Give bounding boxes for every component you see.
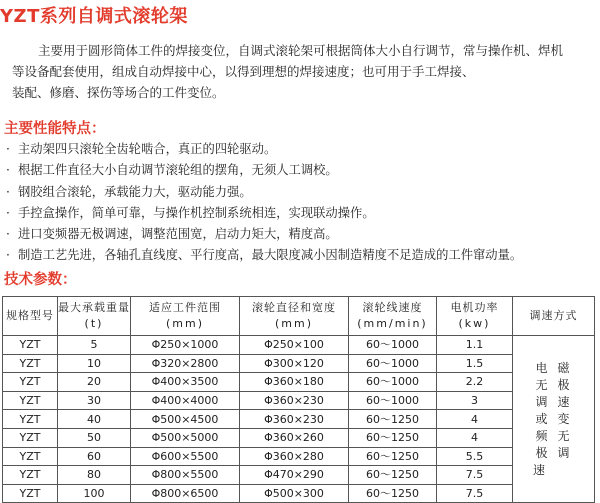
header-load-unit: (t)	[84, 317, 104, 330]
header-wheel-label: 滚轮直径和宽度	[252, 301, 336, 314]
features-heading: 主要性能特点：	[4, 121, 106, 137]
feature-text: 根据工件直径大小自动调节滚轮组的摆角，无须人工调校。	[18, 163, 338, 178]
cell-model: YZT	[3, 447, 58, 466]
feature-text: 主动架四只滚轮全齿轮啮合，真正的四轮驱动。	[18, 142, 277, 156]
cell-range: Φ250×1000	[131, 336, 240, 355]
cell-power: 1.5	[437, 354, 513, 373]
mode-line: 调速	[535, 394, 580, 409]
cell-range: Φ500×4500	[131, 410, 240, 429]
cell-model: YZT	[3, 466, 58, 485]
header-speed	[349, 297, 437, 336]
cell-speed: 60～1000	[349, 336, 437, 355]
cell-model: YZT	[3, 484, 58, 503]
header-power-unit: (kw)	[458, 317, 491, 330]
cell-range: Φ800×5500	[131, 466, 240, 485]
cell-mode	[513, 336, 595, 503]
cell-load: 20	[58, 373, 131, 392]
header-power-label: 电机功率	[450, 301, 499, 314]
cell-model: YZT	[3, 373, 58, 392]
header-wheel-unit: (mm)	[274, 317, 313, 330]
cell-wheel: Φ360×230	[240, 410, 349, 429]
cell-power: 1.1	[437, 336, 513, 355]
cell-power: 7.5	[437, 466, 513, 485]
cell-load: 30	[58, 391, 131, 410]
bullet-icon: ·	[6, 184, 10, 199]
cell-wheel: Φ360×280	[240, 447, 349, 466]
specs-heading: 技术参数：	[4, 272, 77, 288]
cell-load: 50	[58, 428, 131, 447]
cell-wheel: Φ360×230	[240, 391, 349, 410]
cell-range: Φ320×2800	[131, 354, 240, 373]
mode-line: 速	[533, 462, 546, 477]
feature-item	[6, 224, 600, 245]
cell-power: 4	[437, 428, 513, 447]
cell-speed: 60～1250	[349, 484, 437, 503]
intro-line: 主要用于圆形筒体工件的焊接变位，自调式滚轮架可根据筒体大小自行调节，常与操作机、焊机	[38, 43, 564, 58]
table-row	[3, 484, 595, 503]
table-row	[3, 336, 595, 355]
cell-load: 40	[58, 410, 131, 429]
cell-wheel: Φ500×300	[240, 484, 349, 503]
cell-load: 80	[58, 466, 131, 485]
cell-power: 4	[437, 410, 513, 429]
header-mode-label: 调速方式	[529, 309, 578, 322]
cell-load: 5	[58, 336, 131, 355]
table-row	[3, 373, 595, 392]
cell-range: Φ600×5500	[131, 447, 240, 466]
cell-speed: 60～1000	[349, 373, 437, 392]
feature-text: 手控盒操作，简单可靠，与操作机控制系统相连，实现联动操作。	[18, 205, 375, 220]
intro-paragraph	[12, 40, 600, 103]
cell-power: 7.5	[437, 484, 513, 503]
header-load	[58, 297, 131, 336]
mode-line: 极调	[535, 445, 580, 460]
header-model	[3, 297, 58, 336]
intro-line: 装配、修磨、探伤等场合的工件变位。	[12, 85, 225, 100]
cell-power: 5.5	[437, 447, 513, 466]
features-list	[6, 139, 600, 267]
cell-speed: 60～1000	[349, 354, 437, 373]
table-row	[3, 354, 595, 373]
cell-range: Φ500×5000	[131, 428, 240, 447]
cell-speed: 60～1250	[349, 447, 437, 466]
cell-range: Φ400×3500	[131, 373, 240, 392]
cell-model: YZT	[3, 336, 58, 355]
feature-item	[6, 139, 600, 160]
table-row	[3, 428, 595, 447]
feature-text: 钢胶组合滚轮，承载能力大，驱动能力强。	[18, 184, 252, 199]
cell-wheel: Φ360×260	[240, 428, 349, 447]
table-row	[3, 391, 595, 410]
cell-model: YZT	[3, 410, 58, 429]
cell-speed: 60～1250	[349, 466, 437, 485]
cell-load: 60	[58, 447, 131, 466]
specs-table	[2, 296, 595, 503]
header-range	[131, 297, 240, 336]
feature-item	[6, 203, 600, 224]
bullet-icon: ·	[6, 142, 10, 156]
header-load-label: 最大承载重量	[58, 301, 130, 314]
feature-item	[6, 182, 600, 203]
header-mode	[513, 297, 595, 336]
mode-line: 或变	[535, 411, 580, 426]
cell-wheel: Φ300×120	[240, 354, 349, 373]
header-wheel	[240, 297, 349, 336]
cell-speed: 60～1000	[349, 391, 437, 410]
page-title: YZT系列自调式滚轮架	[0, 6, 188, 27]
table-header-row	[3, 297, 595, 336]
bullet-icon: ·	[6, 205, 10, 220]
cell-wheel: Φ250×100	[240, 336, 349, 355]
mode-line: 无极	[535, 377, 580, 392]
cell-range: Φ400×4000	[131, 391, 240, 410]
feature-text: 制造工艺先进，各轴孔直线度、平行度高，最大限度减小因制造精度不足造成的工件窜动量。	[18, 248, 523, 263]
header-range-unit: (mm)	[165, 317, 204, 330]
cell-wheel: Φ470×290	[240, 466, 349, 485]
bullet-icon: ·	[6, 227, 10, 242]
cell-model: YZT	[3, 391, 58, 410]
cell-speed: 60～1250	[349, 428, 437, 447]
table-row	[3, 447, 595, 466]
cell-load: 100	[58, 484, 131, 503]
table-row	[3, 466, 595, 485]
feature-text: 进口变频器无极调速，调整范围宽，启动力矩大，精度高。	[18, 227, 338, 242]
cell-wheel: Φ360×180	[240, 373, 349, 392]
header-model-label: 规格型号	[6, 309, 54, 322]
cell-speed: 60～1250	[349, 410, 437, 429]
bullet-icon: ·	[6, 163, 10, 178]
cell-power: 2.2	[437, 373, 513, 392]
header-power	[437, 297, 513, 336]
cell-model: YZT	[3, 428, 58, 447]
cell-load: 10	[58, 354, 131, 373]
header-range-label: 适应工件范围	[149, 301, 221, 314]
feature-item	[6, 245, 600, 266]
header-speed-label: 滚轮线速度	[362, 301, 423, 314]
mode-line: 电磁	[535, 360, 580, 375]
cell-model: YZT	[3, 354, 58, 373]
feature-item	[6, 160, 600, 181]
header-speed-unit: (mm/min)	[357, 317, 428, 330]
cell-range: Φ800×6500	[131, 484, 240, 503]
table-row	[3, 410, 595, 429]
intro-line: 等设备配套使用，组成自动焊接中心，以得到理想的焊接速度；也可用于手工焊接、	[12, 64, 475, 79]
mode-line: 频无	[535, 428, 580, 443]
bullet-icon: ·	[6, 248, 10, 263]
cell-power: 3	[437, 391, 513, 410]
